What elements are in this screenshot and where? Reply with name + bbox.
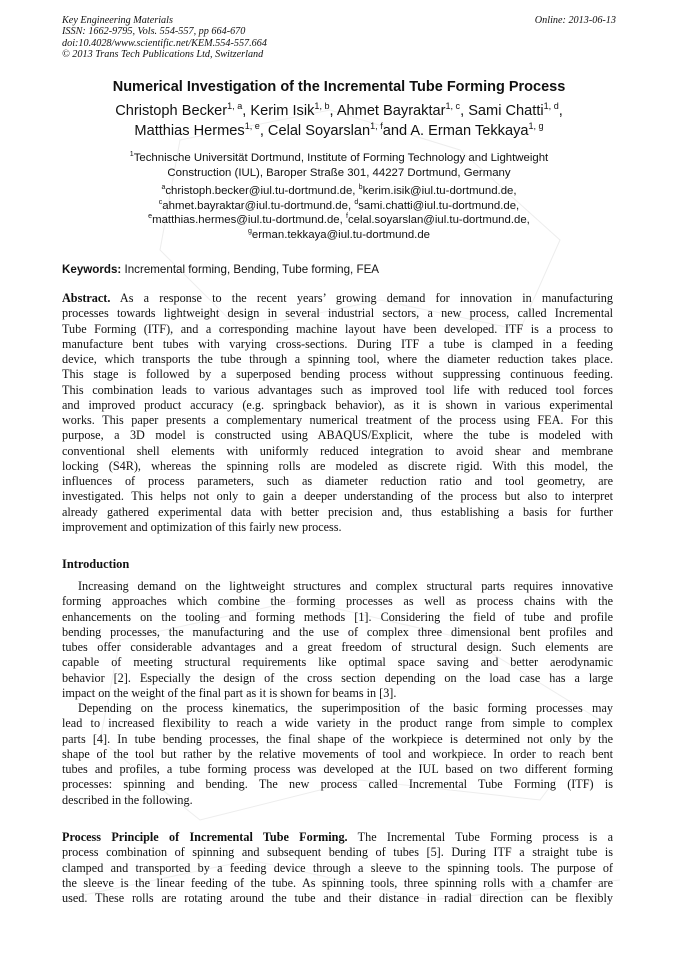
affiliation xyxy=(60,151,618,181)
process-principle-section xyxy=(62,830,613,906)
author-sup: 1, g xyxy=(528,120,544,131)
journal-header xyxy=(62,15,267,61)
abstract-line: As a response to the recent years’ growing demand for innovation in manufacturing xyxy=(110,291,613,305)
abstract-line: investigated. This helps not only to gain a deeper understanding of the process but also to interpret xyxy=(62,489,613,504)
author-name: Christoph Becker xyxy=(115,103,228,119)
keywords-label: Keywords: xyxy=(62,263,122,276)
abstract-line: improvement and optimization of this fairly new process. xyxy=(62,519,342,534)
abstract-line: and improved product accuracy (e.g. springback behavior), as it is shown in various experimental xyxy=(62,397,613,412)
abstract-line: This stage is followed by a superposed bending process without suppressing continuous feeding. xyxy=(62,367,613,382)
intro-line: tubes and profiles, a tube forming process was developed at the IUL based on two different forming xyxy=(62,762,613,776)
intro-line: enhancements on the tooling and forming methods [1]. Considering the field of tube and profile xyxy=(62,609,613,624)
intro-line: forming approaches which combine the forming processes as well as process chains with the xyxy=(62,594,613,609)
email-link[interactable]: sami.chatti@iul.tu-dortmund.de, xyxy=(358,199,520,212)
affiliation-sup: 1 xyxy=(129,151,134,159)
author-sup: 1, a xyxy=(227,101,243,112)
intro-line: bending processes, the manufacturing and the use of complex three dimensional bent profiles and xyxy=(62,624,613,639)
intro-line: parts [4]. In tube bending processes, the final shape of the workpiece is determined not only by the xyxy=(62,731,613,746)
paper-title: Numerical Investigation of the Incremental Tube Forming Process xyxy=(112,79,566,95)
copyright-line: © 2013 Trans Tech Publications Ltd, Switzerland xyxy=(62,49,264,61)
affiliation-line: Construction (IUL), Baroper Straße 301, 44227 Dortmund, Germany xyxy=(167,167,511,179)
intro-line: behavior [2]. Especially the design of the cross section depending on the load case has a large xyxy=(62,670,613,685)
online-date: Online: 2013-06-13 xyxy=(534,15,616,26)
author-name: Kerim Isik xyxy=(250,103,315,119)
email-link[interactable]: matthias.hermes@iul.tu-dortmund.de, xyxy=(152,214,346,227)
author-sup: 1, f xyxy=(370,120,383,131)
author-name: Matthias Hermes xyxy=(134,122,245,139)
process-line: process combination of spinning and subsequent bending of tubes [5]. During ITF a straight tube is xyxy=(62,845,613,860)
author-list: Christoph Becker$^{1, a}$, Kerim Isik$^{1, b}$, Ahmet Bayraktar$^{1, c}$, Sami Chatti$^{1, d}$, Matthias Hermes$^{1, e}$, Celal Soyarslan$^{1, f}$and A. Erman Tekkaya$^{1, g}$ xyxy=(115,101,563,139)
email-link[interactable]: kerim.isik@iul.tu-dortmund.de, xyxy=(362,185,517,197)
introduction-body xyxy=(62,579,613,808)
abstract-line: purpose, a 3D model is constructed using ABAQUS/Explicit, where the tube is modeled with xyxy=(62,428,613,443)
process-line: used. These rolls are rotating around the tube and their distance in radial direction can be flexibly xyxy=(62,891,613,905)
author-sup: 1, c xyxy=(445,101,461,112)
author-sup: 1, d xyxy=(543,101,559,112)
author-sup: 1, b xyxy=(314,101,330,112)
email-link[interactable]: erman.tekkaya@iul.tu-dortmund.de xyxy=(251,228,430,241)
affiliation-line: Technische Universität Dortmund, Institute of Forming Technology and Lightweight xyxy=(133,152,549,164)
intro-line: Increasing demand on the lightweight structures and complex structural parts requires innovative xyxy=(78,579,613,593)
abstract-line: This combination leads to various advantages such as improved tool life with reduced tool forces xyxy=(62,382,613,397)
email-link[interactable]: ahmet.bayraktar@iul.tu-dortmund.de, xyxy=(162,199,355,212)
author-name: Sami Chatti xyxy=(468,103,544,119)
keywords-text: Incremental forming, Bending, Tube forming, FEA xyxy=(121,263,380,276)
abstract-line: conventional shell elements with uniformly reduced integration to avoid shear and membrane xyxy=(62,443,613,458)
keywords xyxy=(62,263,379,276)
author-name: Celal Soyarslan xyxy=(267,122,371,139)
abstract-line: locking (S4R), whereas the spinning rolls are modeled as discrete rigid. With this model, the xyxy=(62,458,613,473)
journal-name: Key Engineering Materials xyxy=(62,15,173,26)
intro-line: processes: spinning and bending. The new process called Incremental Tube Forming (ITF) is xyxy=(62,777,613,792)
process-line: The Incremental Tube Forming process is a xyxy=(347,830,613,844)
author-and: and xyxy=(382,122,411,139)
author-name: A. Erman Tekkaya xyxy=(410,122,529,139)
abstract-label: Abstract. xyxy=(62,291,111,305)
abstract-line: influences of process parameters, such as diameter reduction ratio and tool geometry, are xyxy=(62,474,613,488)
issn-line: ISSN: 1662-9795, Vols. 554-557, pp 664-670 xyxy=(62,26,246,38)
abstract-line: device, which transports the tube through a spinning tool, where the diameter reduction takes place. xyxy=(62,352,613,366)
intro-line: lead to increased flexibility to reach a wide variety in the product range from simple to complex xyxy=(62,716,613,731)
abstract-line: processes towards lightweight design in several industrial sectors, a new process, called Incremental xyxy=(62,306,613,321)
abstract-line: manufacture bent tubes with varying cross-sections. During ITF a tube is clamped in a feeding xyxy=(62,336,613,351)
process-line: clamped and transported by a feeding device through a sleeve to the spinning tools. The purpose of xyxy=(62,860,613,875)
abstract-line: works. This paper presents a complementary numerical treatment of the process using FEA. For this xyxy=(62,413,613,427)
author-name: Ahmet Bayraktar xyxy=(336,103,446,119)
abstract xyxy=(62,291,613,535)
email-link[interactable]: celal.soyarslan@iul.tu-dortmund.de, xyxy=(347,214,530,227)
section-heading-introduction: Introduction xyxy=(62,557,130,571)
process-principle-heading: Process Principle of Incremental Tube Forming. xyxy=(62,830,348,844)
author-sup: 1, e xyxy=(244,120,260,131)
email-link[interactable]: christoph.becker@iul.tu-dortmund.de, xyxy=(165,185,359,197)
email-list: $^a$christoph.becker@iul.tu-dortmund.de, $^b$kerim.isik@iul.tu-dortmund.de, $^c$ahmet.bayraktar@iul.tu-dortmund.de, $^d$sami.chatti@iul.tu-dortmund.de, $^e$matthias.hermes@iul.tu-dortmund.de, $^f$celal.soyarslan@iul.tu-dortmund.de, $^g$erman.tekkaya@iul.tu-dortmund.de xyxy=(148,184,530,241)
abstract-line: Tube Forming (ITF), and a corresponding machine layout have been developed. ITF is a process to xyxy=(62,321,613,336)
intro-line: tubes offer considerable advantages and a great freedom of structural design. Such elements are xyxy=(62,640,613,654)
doi-line: doi:10.4028/www.scientific.net/KEM.554-557.664 xyxy=(62,37,267,49)
intro-line: capable of meeting structural requirements like optimal space saving and better aerodynamic xyxy=(62,655,613,670)
process-line: the sleeve is the linear feeding of the tube. As spinning tools, three spinning rolls with a chamfer are xyxy=(62,875,613,890)
intro-line: shape of the tool but rather by the relative movements of tool and workpiece. In order to reach bent xyxy=(62,746,613,761)
intro-line: impact on the weight of the final part as it is shown for beams in [3]. xyxy=(62,685,397,700)
abstract-line: already gathered experimental data with better precision and, thus establishing a basis for further xyxy=(62,504,613,519)
intro-line: Depending on the process kinematics, the superimposition of the basic forming processes may xyxy=(78,701,613,715)
intro-line: described in the following. xyxy=(62,792,193,807)
